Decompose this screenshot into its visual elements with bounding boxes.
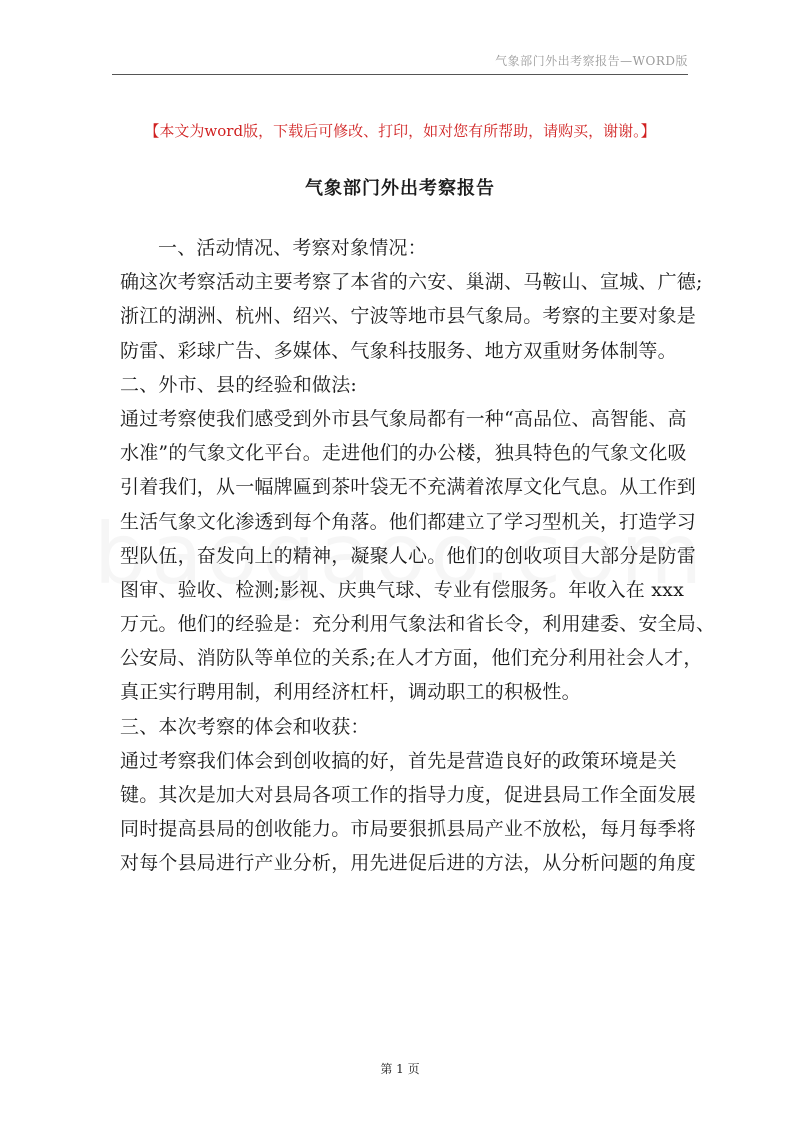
body-line: 万元。他们的经验是：充分利用气象法和省长令，利用建委、安全局、 xyxy=(120,613,716,636)
page-number: 第 1 页 xyxy=(380,1062,420,1076)
body-line: 公安局、消防队等单位的关系;在人才方面，他们充分利用社会人才， xyxy=(120,647,703,670)
section-heading-2: 二、外市、县的经验和做法: xyxy=(120,373,358,396)
body-line: 型队伍，奋发向上的精神，凝聚人心。他们的创收项目大部分是防雷 xyxy=(120,544,697,567)
document-title: 气象部门外出考察报告 xyxy=(305,178,495,199)
running-header: 气象部门外出考察报告—WORD版 xyxy=(495,54,688,68)
body-line: 键。其次是加大对县局各项工作的指导力度，促进县局工作全面发展 xyxy=(120,784,697,806)
body-line: 真正实行聘用制，利用经济杠杆，调动职工的积极性。 xyxy=(120,681,581,704)
section-heading-1: 一、活动情况、考察对象情况： xyxy=(158,237,427,259)
body-line: 引着我们，从一幅牌匾到茶叶袋无不充满着浓厚文化气息。从工作到 xyxy=(120,476,697,499)
header-divider xyxy=(112,74,688,75)
body-line: 同时提高县局的创收能力。市局要狠抓县局产业不放松，每月每季将 xyxy=(120,818,697,841)
document-body xyxy=(120,231,716,881)
body-line: 生活气象文化渗透到每个角落。他们都建立了学习型机关，打造学习 xyxy=(120,510,697,533)
body-line: 对每个县局进行产业分析，用先进促后进的方法，从分析问题的角度 xyxy=(120,852,697,875)
body-line: 通过考察我们体会到创收搞的好，首先是营造良好的政策环境是关 xyxy=(120,749,677,772)
body-line: 通过考察使我们感受到外市县气象局都有一种“高品位、高智能、高 xyxy=(120,407,687,430)
purchase-notice: 【本文为word版，下载后可修改、打印，如对您有所帮助，请购买，谢谢。】 xyxy=(144,122,656,140)
body-line: 水准”的气象文化平台。走进他们的办公楼，独具特色的气象文化吸 xyxy=(120,442,687,465)
body-line: 防雷、彩球广告、多媒体、气象科技服务、地方双重财务体制等。 xyxy=(120,339,677,362)
body-line: 浙江的湖洲、杭州、绍兴、宁波等地市县气象局。考察的主要对象是 xyxy=(120,305,697,328)
body-line: 图审、验收、检测;影视、庆典气球、专业有偿服务。年收入在 xxx xyxy=(120,578,684,601)
body-line: 确这次考察活动主要考察了本省的六安、巢湖、马鞍山、宣城、广德; xyxy=(120,271,703,294)
section-heading-3: 三、本次考察的体会和收获： xyxy=(120,715,370,738)
